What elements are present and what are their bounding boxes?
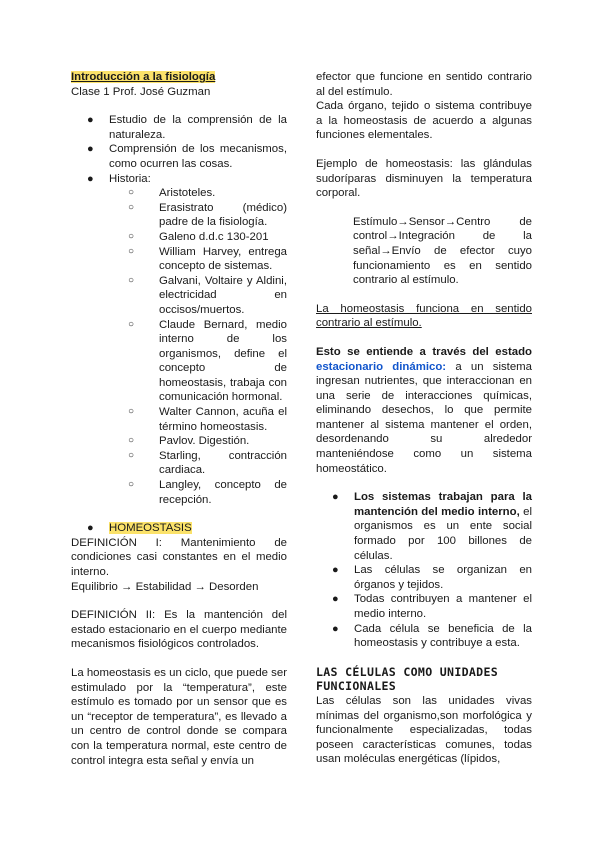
homeostasis-bullet: ● HOMEOSTASIS (87, 522, 192, 535)
history-item: ○ Galvani, Voltaire y Aldini, electricidad en occisos/muertos. (128, 274, 287, 316)
equilibrium-line: Equilibrio → Estabilidad → Desorden (71, 580, 259, 593)
bullet-icon: ● (87, 143, 94, 156)
circle-bullet-icon: ○ (128, 479, 135, 491)
cells-heading: LAS CÉLULAS COMO UNIDADES FUNCIONALES (316, 664, 499, 694)
definition-2: DEFINICIÓN II: Es la mantención del estado estacionario en el cuerpo mediante mecanismos fisiológicos controlados. (71, 609, 287, 651)
underlined-statement: La homeostasis funciona en sentido contrario al estímulo. (316, 302, 532, 330)
class-line: Clase 1 Prof. José Guzman (71, 85, 211, 98)
circle-bullet-icon: ○ (128, 245, 135, 257)
organs-paragraph: Cada órgano, tejido o sistema contribuye a la homeostasis de acuerdo a algunas funciones elementales. (316, 100, 532, 142)
history-item: ○ Erasistrato (médico) padre de la fisiología. (128, 201, 287, 229)
bullet-icon: ● (332, 564, 339, 577)
definition-1: DEFINICIÓN I: Mantenimiento de condiciones casi constantes en el medio interno. (71, 536, 287, 578)
circle-bullet-icon: ○ (128, 318, 135, 330)
bullet-item: ● Las células se organizan en órganos y tejidos. (332, 564, 532, 591)
continued-text: efector que funcione en sentido contrario al del estímulo. (316, 71, 532, 98)
history-item: ○ Aristoteles. (128, 187, 216, 200)
circle-bullet-icon: ○ (128, 201, 135, 213)
history-item: ○ Claude Bernard, medio interno de los organismos, define el concepto de homeostasis, trabaja con comunicación hormonal. (128, 318, 287, 404)
circle-bullet-icon: ○ (128, 406, 135, 418)
bullet-icon: ● (332, 491, 339, 504)
circle-bullet-icon: ○ (128, 449, 135, 461)
circle-bullet-icon: ○ (128, 230, 135, 242)
history-item: ○ William Harvey, entrega concepto de sistemas. (128, 245, 287, 273)
history-item: ○ Starling, contracción cardiaca. (128, 449, 287, 477)
history-item: ○ Walter Cannon, acuña el término homeostasis. (128, 406, 287, 433)
bullet-icon: ● (87, 172, 94, 185)
bullet-item: ● Historia: (87, 172, 151, 185)
history-item: ○ Pavlov. Digestión. (128, 435, 250, 448)
circle-bullet-icon: ○ (128, 274, 135, 286)
bullet-item: ● Todas contribuyen a mantener el medio interno. (332, 593, 532, 620)
bullet-icon: ● (87, 114, 94, 127)
history-item: ○ Galeno d.d.c 130-201 (128, 230, 269, 243)
cells-paragraph: Las células son las unidades vivas mínimas del organismo,son morfológica y funcionalmente especializadas, todas poseen características comunes, todas usan moléculas energéticas (lípidos, (316, 694, 532, 766)
left-column (71, 70, 287, 768)
bullet-icon: ● (332, 622, 339, 635)
circle-bullet-icon: ○ (128, 435, 135, 447)
example-paragraph: Ejemplo de homeostasis: las glándulas sudoríparas disminuyen la temperatura corporal. (316, 157, 532, 200)
cycle-paragraph: La homeostasis es un ciclo, que puede ser estimulado por la “temperatura”, este estímulo es tomado por un sensor que es un “receptor de temperatura”, es llevado a un centro de control donde se compara con la temperatura normal, este centro de control integra esta señal y envía un (71, 666, 287, 767)
bullet-item: ● Cada célula se beneficia de la homeostasis y contribuye a esta. (332, 622, 532, 650)
bullet-icon: ● (87, 522, 94, 535)
bullet-item: ● Estudio de la comprensión de la naturaleza. (87, 114, 287, 141)
circle-bullet-icon: ○ (128, 187, 135, 199)
steady-state-paragraph: Esto se entiende a través del estado estacionario dinámico: a un sistema ingresan nutrientes, que interaccionan en una serie de interacciones químicas, eliminando desechos, lo que permite mantener al sistema mantener el orden, desordenando su alrededor manteniéndose como un sistema homeostático. (316, 345, 532, 475)
doc-title: Introducción a la fisiología (71, 71, 216, 83)
flow-paragraph: Estímulo→Sensor→Centro de control→Integración de la señal→Envío de efector cuyo funcionamiento es en sentido contrario al estímulo. (353, 215, 532, 287)
bullet-item: ● Los sistemas trabajan para la mantención del medio interno, el organismos es un ente social formado por 100 billones de células. (332, 491, 532, 562)
bullet-item: ● Comprensión de los mecanismos, como ocurren las cosas. (87, 143, 287, 170)
bullet-icon: ● (332, 593, 339, 606)
history-item: ○ Langley, concepto de recepción. (128, 479, 287, 506)
right-column (316, 70, 532, 767)
